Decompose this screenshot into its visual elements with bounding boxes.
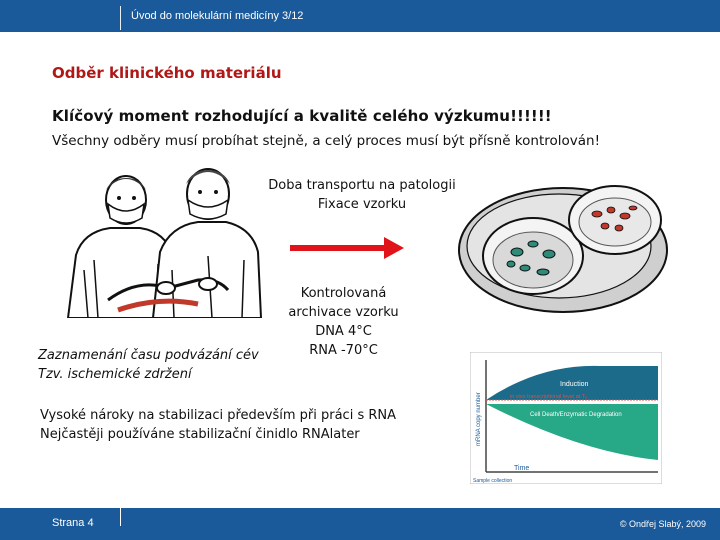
page-number: Strana 4 — [52, 517, 94, 529]
transport-text — [252, 176, 472, 214]
header-bar — [0, 0, 720, 32]
footer-divider — [120, 508, 121, 526]
graph-xlabel: Time — [514, 465, 530, 472]
invivo-label: in vivo transcriptional level at T₀ — [510, 394, 588, 400]
archive-line-3: DNA 4°C — [315, 324, 372, 339]
surgeons-clipart — [48, 160, 263, 318]
transport-line-2: Fixace vzorku — [317, 197, 407, 212]
ischemia-text — [38, 346, 259, 384]
copyright-text: © Ondřej Slabý, 2009 — [619, 519, 706, 529]
archive-text — [276, 284, 411, 360]
rna-text — [40, 406, 396, 444]
induction-label: Induction — [560, 381, 589, 388]
transport-line-1: Doba transportu na patologii — [268, 178, 456, 193]
footer-bar — [0, 508, 720, 540]
graph-sample-label: Sample collection — [473, 478, 513, 484]
mrna-graph — [470, 352, 662, 484]
ischemia-line-1: Zaznamenání času podvázání cév — [38, 348, 259, 363]
archive-line-4: RNA -70°C — [309, 343, 378, 358]
slide-title: Odběr klinického materiálu — [52, 64, 282, 82]
archive-line-1: Kontrolovaná — [300, 286, 387, 301]
header-divider — [120, 6, 121, 30]
rna-line-2: Nejčastěji používáne stabilizační činidlo RNAlater — [40, 427, 360, 442]
right-arrow-icon — [290, 237, 404, 259]
rna-line-1: Vysoké nároky na stabilizaci především při práci s RNA — [40, 408, 396, 423]
petri-dish-clipart — [455, 168, 677, 316]
ischemia-line-2: Tzv. ischemické zdržení — [38, 367, 192, 382]
header-text: Úvod do molekulární medicíny 3/12 — [131, 10, 304, 22]
slide-subtitle: Klíčový moment rozhodující a kvalitě celého výzkumu!!!!!! — [52, 107, 552, 125]
archive-line-2: archivace vzorku — [288, 305, 399, 320]
graph-ylabel: mRNA copy number — [476, 392, 482, 446]
degradation-label: Cell Death/Enzymatic Degradation — [530, 412, 622, 418]
slide-sentence: Všechny odběry musí probíhat stejně, a celý proces musí být přísně kontrolován! — [52, 133, 600, 149]
